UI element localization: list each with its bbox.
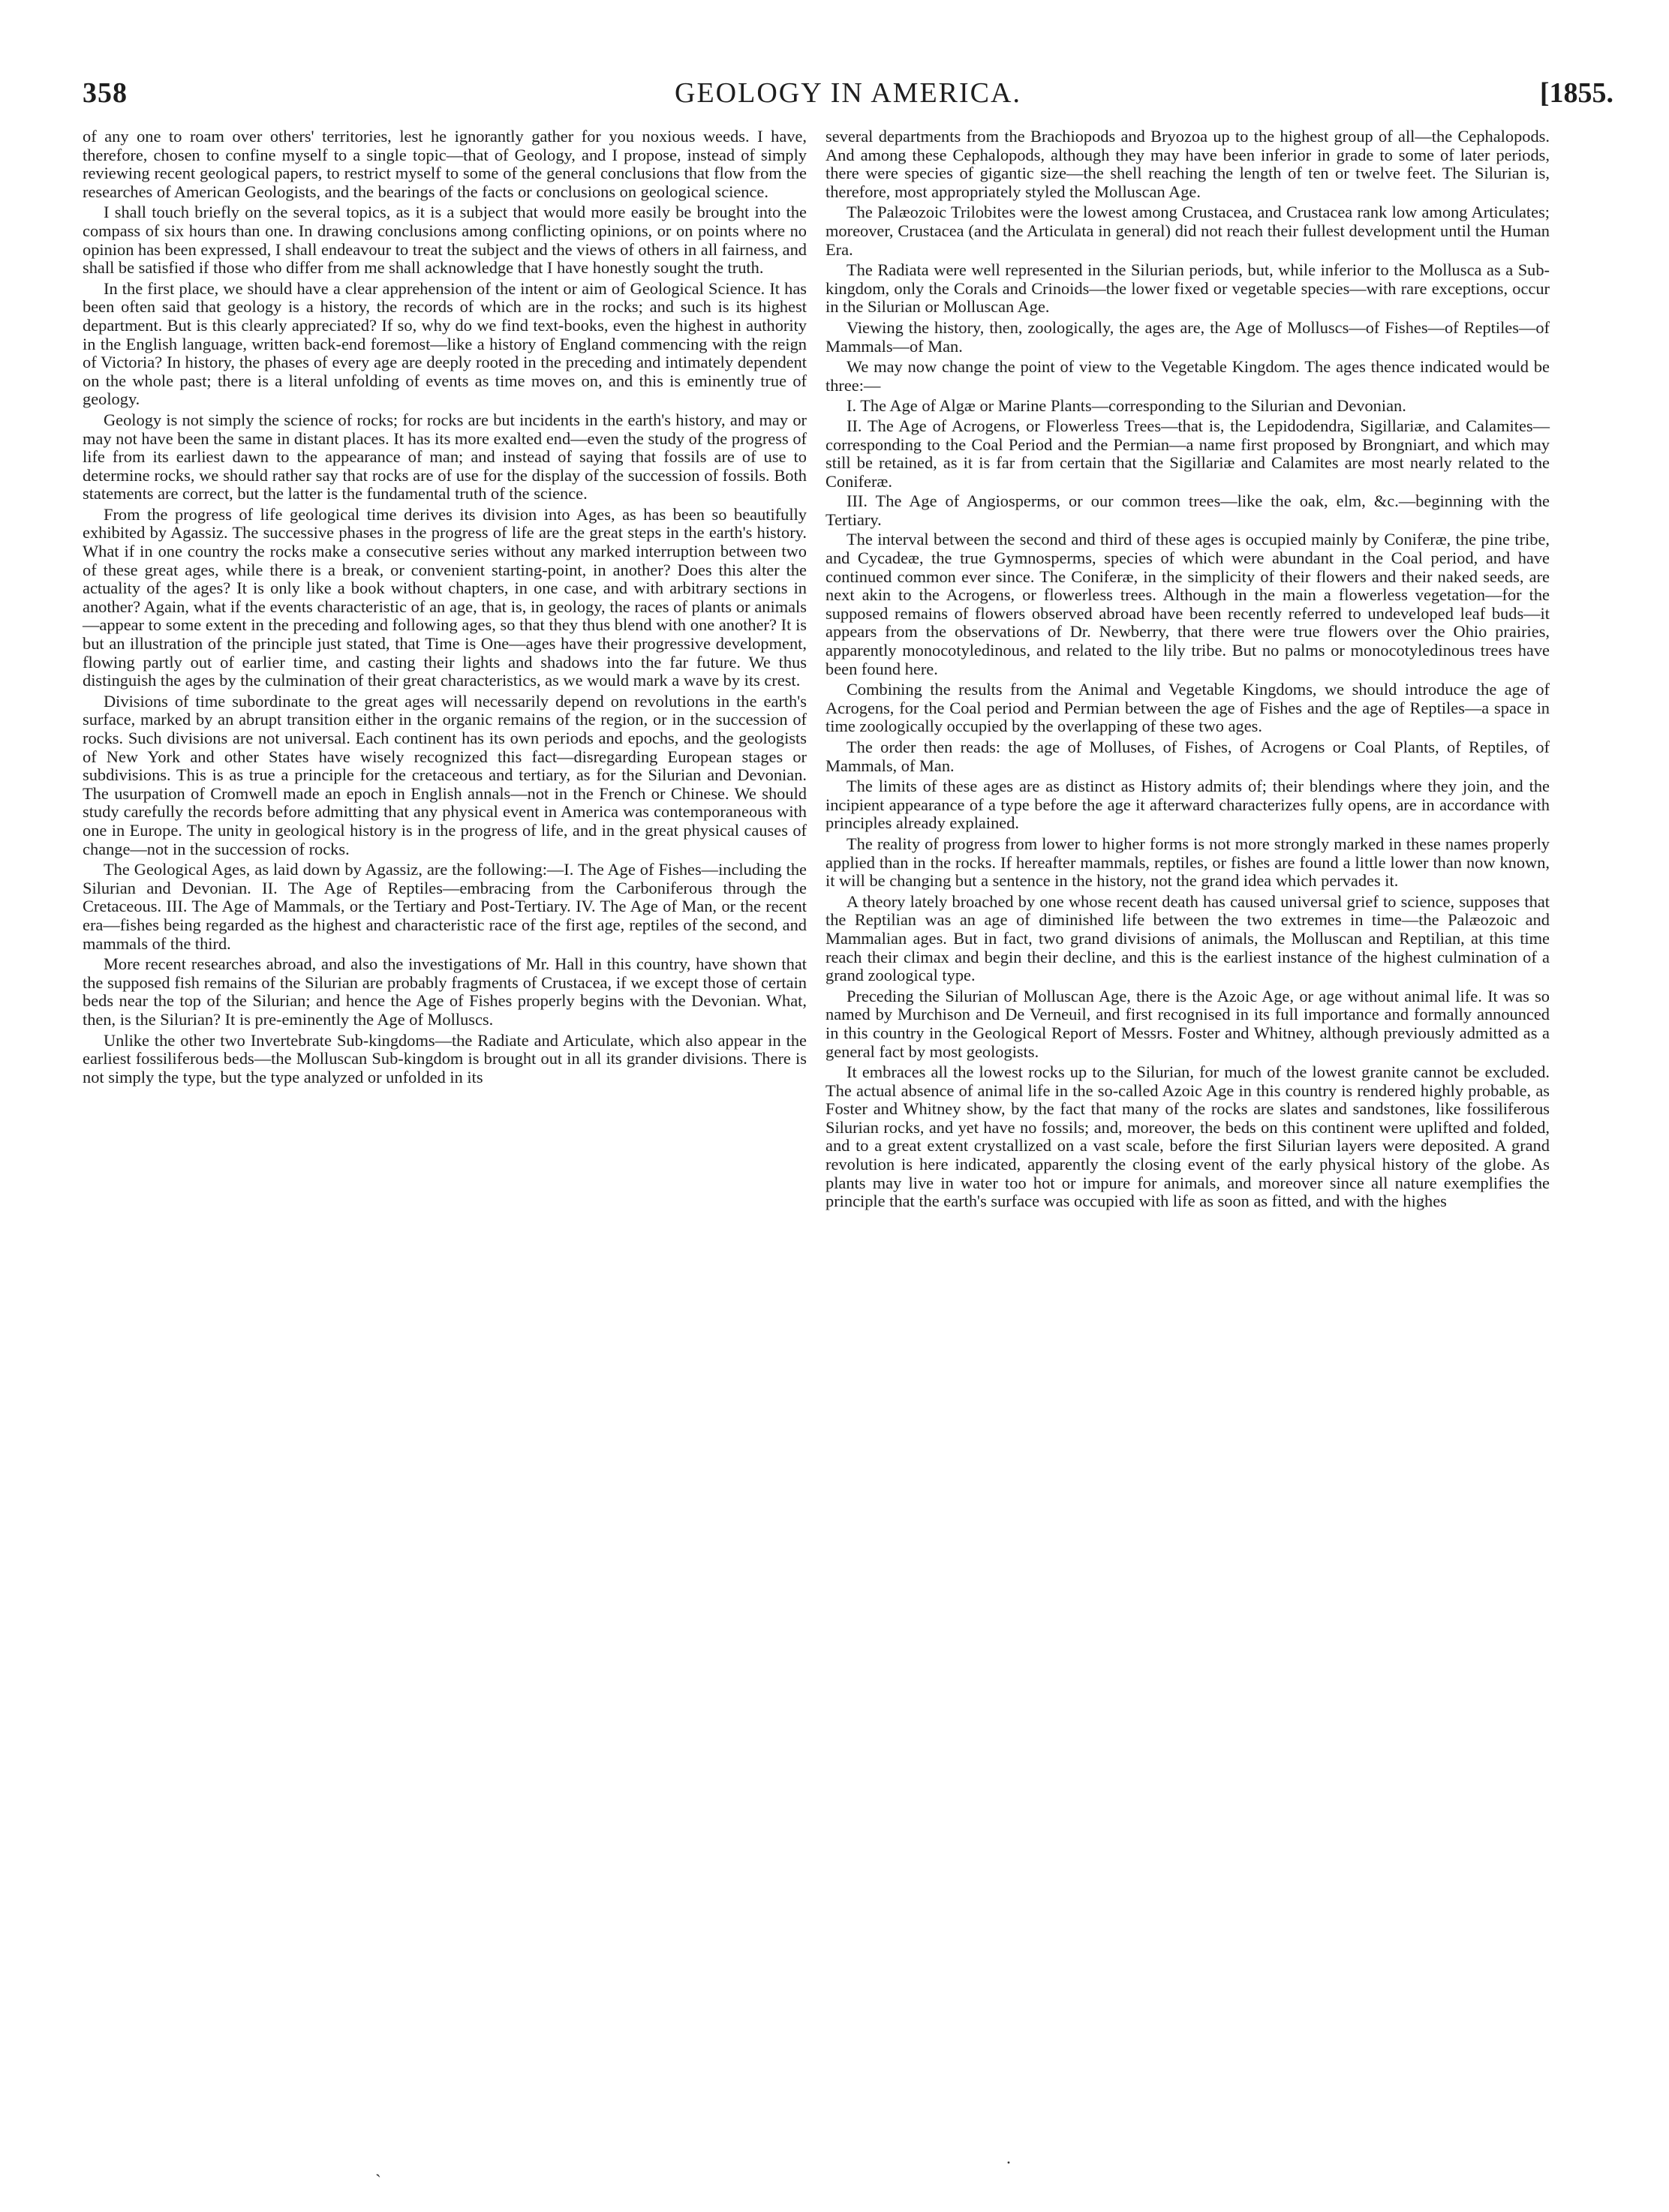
paragraph: We may now change the point of view to the Vegetable Kingdom. The ages thence indicated would be three:— <box>825 357 1550 395</box>
paragraph: The order then reads: the age of Molluses, of Fishes, of Acrogens or Coal Plants, of Reptiles, of Mammals, of Man. <box>825 738 1550 775</box>
paragraph: In the first place, we should have a clear apprehension of the intent or aim of Geological Science. It has been often said that geology is a history, the records of which are in the rocks; and such is its highest department. But is this clearly appreciated? If so, why do we find text-books, even the highest in authority in the English language, written back-end foremost—like a history of England commencing with the reign of Victoria? In history, the phases of every age are deeply rooted in the preceding and intimately dependent on the whole past; there is a literal unfolding of events as time moves on, and this is eminently true of geology. <box>83 278 807 409</box>
page-number: 358 <box>83 77 128 109</box>
left-column <box>83 128 807 1089</box>
paragraph: The limits of these ages are as distinct as History admits of; their blendings where they join, and the incipient appearance of a type before the age it afterward characterizes fully opens, are in accordance with principles already explained. <box>825 777 1550 833</box>
header-year: [1855. <box>1539 77 1613 109</box>
paragraph: The Palæozoic Trilobites were the lowest among Crustacea, and Crustacea rank low among Articulates; moreover, Crustacea (and the Articulata in general) did not reach their fullest development until the Human Era. <box>825 203 1550 259</box>
paragraph: Preceding the Silurian of Molluscan Age, there is the Azoic Age, or age without animal life. It was so named by Murchison and De Verneuil, and first recognised in its full importance and formally announced in this country in the Geological Report of Messrs. Foster and Whitney, although previously admitted as a general fact by most geologists. <box>825 986 1550 1061</box>
right-column <box>825 128 1550 1213</box>
paragraph: The reality of progress from lower to higher forms is not more strongly marked in these names properly applied than in the rocks. If hereafter mammals, reptiles, or fishes are found a little lower than now known, it will be changing but a sentence in the history, not the grand idea which pervades it. <box>825 834 1550 891</box>
running-title: GEOLOGY IN AMERICA. <box>675 77 1021 109</box>
list-item: III. The Age of Angiosperms, or our common trees—like the oak, elm, &c.—beginning with the Tertiary. <box>825 491 1550 529</box>
paragraph: More recent researches abroad, and also the investigations of Mr. Hall in this country, have shown that the supposed fish remains of the Silurian are probably fragments of Crustacea, if we except those of certain beds near the top of the Silurian; and hence the Age of Fishes properly begins with the Devonian. What, then, is the Silurian? It is pre-eminently the Age of Molluscs. <box>83 954 807 1029</box>
paragraph: Divisions of time subordinate to the great ages will necessarily depend on revolutions in the earth's surface, marked by an abrupt transition either in the organic remains of the region, or in the succession of rocks. Such divisions are not universal. Each continent has its own periods and epochs, and the geologists of New York and other States have wisely recognized this fact—disregarding European stages or subdivisions. This is as true a principle for the cretaceous and tertiary, as for the Silurian and Devonian. The usurpation of Cromwell made an epoch in English annals—not in the French or Chinese. We should study carefully the records before admitting that any physical event in America was contemporaneous with one in Europe. The unity in geological history is in the progress of life, and in the great physical causes of change—not in the succession of rocks. <box>83 691 807 858</box>
paragraph: Geology is not simply the science of rocks; for rocks are but incidents in the earth's history, and may or may not have been the same in distant places. It has its more exalted end—even the study of the progress of life from its earliest dawn to the appearance of man; and instead of saying that fossils are of use to determine rocks, we should rather say that rocks are of use for the display of the succession of fossils. Both statements are correct, but the latter is the fundamental truth of the science. <box>83 410 807 503</box>
list-item: I. The Age of Algæ or Marine Plants—corresponding to the Silurian and Devonian. <box>847 396 1406 416</box>
paragraph: Unlike the other two Invertebrate Sub-kingdoms—the Radiate and Articulate, which also appear in the earliest fossiliferous beds—the Molluscan Sub-kingdom is brought out in all its grander divisions. There is not simply the type, but the type analyzed or unfolded in its <box>83 1030 807 1086</box>
paragraph: The Geological Ages, as laid down by Agassiz, are the following:—I. The Age of Fishes—including the Silurian and Devonian. II. The Age of Reptiles—embracing from the Carboniferous through the Cretaceous. III. The Age of Mammals, or the Tertiary and Post-Tertiary. IV. The Age of Man, or the recent era—fishes being regarded as the highest and characteristic race of the first age, reptiles of the second, and mammals of the third. <box>83 860 807 953</box>
scan-speck: ˋ <box>375 2172 381 2192</box>
running-header <box>83 69 1613 114</box>
paragraph: of any one to roam over others' territories, lest he ignorantly gather for you noxious weeds. I have, therefore, chosen to confine myself to a single topic—that of Geology, and I propose, instead of simply reviewing recent geological papers, to restrict myself to some of the general conclusions that flow from the researches of American Geologists, and the bearings of the facts or conclusions on geological science. <box>83 127 807 201</box>
list-item: II. The Age of Acrogens, or Flowerless Trees—that is, the Lepidodendra, Sigillariæ, and Calamites—corresponding to the Coal Period and the Permian—a name first proposed by Brongniart, and which may still be retained, as it is far from certain that the Sigillariæ and Calamites are most nearly related to the Coniferæ. <box>825 416 1550 491</box>
paragraph: The Radiata were well represented in the Silurian periods, but, while inferior to the Mollusca as a Sub-kingdom, only the Corals and Crinoids—the lower fixed or vegetable species—with rare exceptions, occur in the Silurian or Molluscan Age. <box>825 260 1550 317</box>
paragraph: Combining the results from the Animal and Vegetable Kingdoms, we should introduce the age of Acrogens, for the Coal period and Permian between the age of Fishes and the age of Reptiles—a space in time zoologically occupied by the overlapping of these two ages. <box>825 680 1550 736</box>
scan-speck: · <box>1006 2153 1012 2173</box>
paragraph: From the progress of life geological time derives its division into Ages, as has been so beautifully exhibited by Agassiz. The successive phases in the progress of life are the great steps in the earth's history. What if in one country the rocks make a consecutive series without any marked interruption between two of these great ages, while there is a break, or convenient starting-point, in another? Does this alter the actuality of the ages? It is only like a book without chapters, in one case, and with arbitrary sections in another? Again, what if the events characteristic of an age, that is, in geology, the races of plants or animals—appear to some extent in the preceding and following ages, so that they thus blend with one another? It is but an illustration of the principle just stated, that Time is One—ages have their progressive development, flowing partly out of earlier time, and casting their lights and shadows into the far future. We thus distinguish the ages by the culmination of their great characteristics, as we would mark a wave by its crest. <box>83 504 807 690</box>
paragraph: The interval between the second and third of these ages is occupied mainly by Coniferæ, the pine tribe, and Cycadeæ, the true Gymnosperms, species of which were abundant in the Coal period, and have continued common ever since. The Coniferæ, in the simplicity of their flowers and their naked seeds, are next akin to the Acrogens, or flowerless trees. Although in the main a flowerless vegetation—for the supposed remains of flowers observed abroad have been recently referred to undeveloped leaf buds—it appears from the observations of Dr. Newberry, that there were true flowers over the Ohio prairies, apparently monocotyledinous, and related to the lily tribe. But no palms or monocotyledinous trees have been found here. <box>825 530 1550 678</box>
paragraph: A theory lately broached by one whose recent death has caused universal grief to science, supposes that the Reptilian was an age of diminished life between the two extremes in time—the Palæozoic and Mammalian ages. But in fact, two grand divisions of animals, the Molluscan and Reptilian, at this time reach their climax and begin their decline, and this is the earliest instance of the highest culmination of a grand zoological type. <box>825 891 1550 985</box>
paragraph: It embraces all the lowest rocks up to the Silurian, for much of the lowest granite cannot be excluded. The actual absence of animal life in the so-called Azoic Age in this country is rendered highly probable, as Foster and Whitney show, by the fact that many of the rocks are slates and sandstones, like fossiliferous Silurian rocks, and yet have no fossils; and, moreover, the beds on this continent were uplifted and folded, and to a great extent crystallized on a vast scale, before the first Silurian layers were deposited. A grand revolution is here indicated, apparently the closing event of the early physical history of the globe. As plants may live in water too hot or impure for animals, and moreover since all nature exemplifies the principle that the earth's surface was occupied with life as soon as fitted, and with the highes <box>825 1062 1550 1211</box>
paragraph: Viewing the history, then, zoologically, the ages are, the Age of Molluscs—of Fishes—of Reptiles—of Mammals—of Man. <box>825 317 1550 356</box>
paragraph: several departments from the Brachiopods and Bryozoa up to the highest group of all—the Cephalopods. And among these Cephalopods, although they may have been inferior in grade to some of later periods, there were species of gigantic size—the shell reaching the length of ten or twelve feet. The Silurian is, therefore, most appropriately styled the Molluscan Age. <box>825 127 1550 201</box>
paragraph: I shall touch briefly on the several topics, as it is a subject that would more easily be brought into the compass of six hours than one. In drawing conclusions among conflicting opinions, or on points where no opinion has been expressed, I shall endeavour to treat the subject and the views of others in all fairness, and shall be satisfied if those who differ from me shall acknowledge that I have honestly sought the truth. <box>83 203 807 278</box>
